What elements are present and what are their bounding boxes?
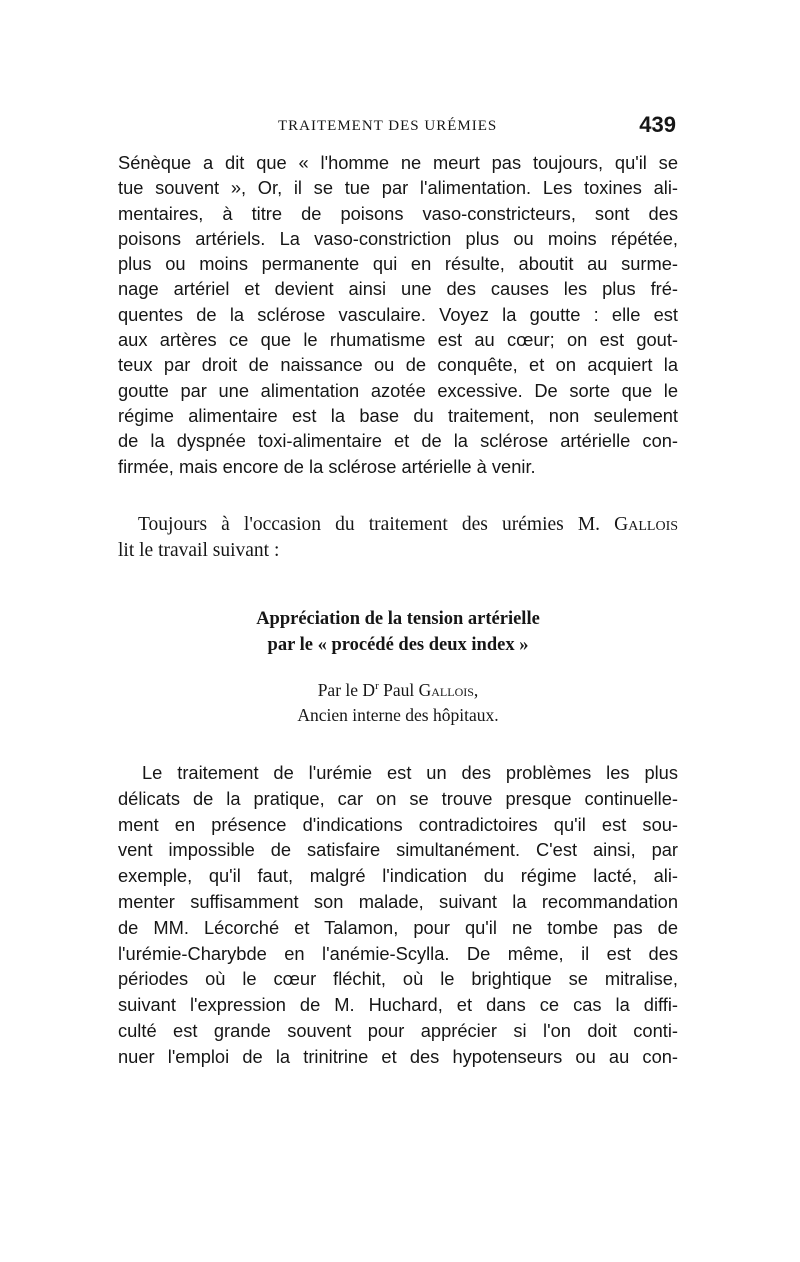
paragraph-treatment [118,760,678,1070]
text-line: délicats de la pratique, car on se trouve presque continuelle- [118,787,678,809]
byline-author [118,674,678,703]
text-line: Sénèque a dit que « l'homme ne meurt pas toujours, qu'il se [118,152,678,173]
byline-affiliation: Ancien interne des hôpitaux. [297,704,499,725]
text-line: Le traitement de l'urémie est un des problèmes les plus [142,762,678,783]
text-line: l'urémie-Charybde en l'anémie-Scylla. De même, il est des [118,942,678,964]
text-line: firmée, mais encore de la sclérose artérielle à venir. [118,455,536,477]
text-line: suivant l'expression de M. Huchard, et dans ce cas la diffi- [118,994,678,1016]
text-line: exemple, qu'il faut, malgré l'indication du régime lacté, ali- [118,865,678,887]
text-line: de la dyspnée toxi-alimentaire et de la sclérose artérielle con- [118,430,678,452]
author-last-name: Gallois, [418,679,479,700]
paragraph-introduction [118,512,678,564]
author-first-name: Paul [383,679,415,700]
running-title: TRAITEMENT DES URÉMIES [278,118,498,134]
text-line: périodes où le cœur fléchit, où le brightique se mitralise, [118,968,678,990]
running-header [118,112,678,144]
text-line: lit le travail suivant : [118,540,280,561]
text-line: teux par droit de naissance ou de conquête, et on acquiert la [118,354,678,376]
article-byline [118,674,678,728]
text-line: menter suffisamment son malade, suivant la recommandation [118,890,678,912]
text-line: poisons artériels. La vaso-constriction plus ou moins répétée, [118,227,678,249]
text-line [118,512,678,538]
byline-prefix: Par le D [317,679,376,700]
text-line: nage artériel et devient ainsi une des causes les plus fré- [118,278,678,300]
paragraph-seneque [118,150,678,479]
text-line: vent impossible de satisfaire simultanément. C'est ainsi, par [118,839,678,861]
article-title [118,606,678,658]
intro-text: Toujours à l'occasion du traitement des urémies M. [138,514,601,535]
text-line: nuer l'emploi de la trinitrine et des hypotenseurs ou au con- [118,1045,678,1067]
title-line: par le « procédé des deux index » [267,635,529,655]
author-name: Gallois [614,514,679,535]
text-line: aux artères ce que le rhumatisme est au cœur; on est gout- [118,329,678,351]
text-line: régime alimentaire est la base du traitement, non seulement [118,404,678,426]
text-line: mentaires, à titre de poisons vaso-constricteurs, sont des [118,202,678,224]
page-number: 439 [639,112,676,137]
text-line: culté est grande souvent pour apprécier si l'on doit conti- [118,1019,678,1041]
title-line: Appréciation de la tension artérielle [256,609,540,629]
text-line: ment en présence d'indications contradictoires qu'il est sou- [118,813,678,835]
text-line: tue souvent », Or, il se tue par l'alimentation. Les toxines ali- [118,177,678,199]
text-line: quentes de la sclérose vasculaire. Voyez la goutte : elle est [118,303,678,325]
text-line: de MM. Lécorché et Talamon, pour qu'il ne tombe pas de [118,916,678,938]
byline-superscript: r [375,680,379,692]
text-line: goutte par une alimentation azotée excessive. De sorte que le [118,379,678,401]
text-line: plus ou moins permanente qui en résulte, aboutit au surme- [118,253,678,275]
